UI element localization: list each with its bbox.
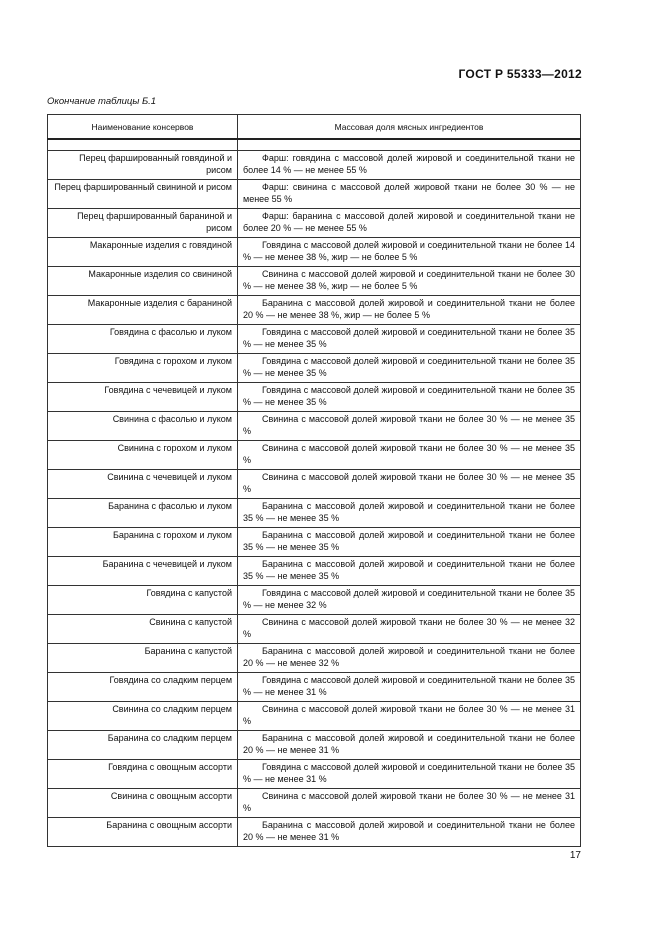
product-name-cell: Свинина с чечевицей и луком [48,470,238,499]
product-name-cell: Говядина с фасолью и луком [48,325,238,354]
meat-share-cell: Говядина с массовой долей жировой и соединительной ткани не более 35 % — не менее 35 % [238,383,581,412]
meat-share-cell: Фарш: свинина с массовой долей жировой ткани не более 30 % — не менее 55 % [238,180,581,209]
meat-share-cell: Баранина с массовой долей жировой и соединительной ткани не более 35 % — не менее 35 % [238,499,581,528]
product-name-cell: Баранина со сладким перцем [48,731,238,760]
meat-share-cell: Свинина с массовой долей жировой ткани не более 30 % — не менее 31 % [238,789,581,818]
meat-content-table [47,114,581,847]
table-row [48,296,581,325]
table-row [48,702,581,731]
meat-share-cell: Свинина с массовой долей жировой ткани не более 30 % — не менее 35 % [238,470,581,499]
product-name-cell: Баранина с чечевицей и луком [48,557,238,586]
table-row [48,267,581,296]
product-name-cell: Баранина с горохом и луком [48,528,238,557]
meat-share-cell: Свинина с массовой долей жировой и соединительной ткани не более 30 % — не менее 38 %, жир — не более 5 % [238,267,581,296]
product-name-cell: Свинина с капустой [48,615,238,644]
table-row [48,731,581,760]
meat-share-cell: Свинина с массовой долей жировой ткани не более 30 % — не менее 35 % [238,441,581,470]
product-name-cell: Баранина с фасолью и луком [48,499,238,528]
table-row [48,151,581,180]
meat-share-cell: Баранина с массовой долей жировой и соединительной ткани не более 20 % — не менее 31 % [238,818,581,847]
meat-share-cell: Баранина с массовой долей жировой и соединительной ткани не более 35 % — не менее 35 % [238,557,581,586]
product-name-cell: Говядина с капустой [48,586,238,615]
page-number: 17 [569,850,581,861]
meat-share-cell: Говядина с массовой долей жировой и соединительной ткани не более 35 % — не менее 31 % [238,673,581,702]
meat-share-cell: Свинина с массовой долей жировой ткани не более 30 % — не менее 32 % [238,615,581,644]
table-row [48,818,581,847]
product-name-cell: Говядина с горохом и луком [48,354,238,383]
product-name-cell: Макаронные изделия с говядиной [48,238,238,267]
table-row [48,470,581,499]
product-name-cell: Говядина с чечевицей и луком [48,383,238,412]
table-caption: Окончание таблицы Б.1 [47,96,157,107]
table-row [48,557,581,586]
meat-share-cell: Говядина с массовой долей жировой и соединительной ткани не более 35 % — не менее 32 % [238,586,581,615]
product-name-cell: Свинина со сладким перцем [48,702,238,731]
meat-share-cell: Говядина с массовой долей жировой и соединительной ткани не более 14 % — не менее 38 %, жир — не более 5 % [238,238,581,267]
meat-share-cell: Говядина с массовой долей жировой и соединительной ткани не более 35 % — не менее 35 % [238,354,581,383]
product-name-cell: Свинина с овощным ассорти [48,789,238,818]
table-row [48,499,581,528]
table-row [48,325,581,354]
column-header-meat-share: Массовая доля мясных ингредиентов [238,115,581,140]
table-row [48,789,581,818]
meat-share-cell: Свинина с массовой долей жировой ткани не более 30 % — не менее 35 % [238,412,581,441]
product-name-cell: Свинина с горохом и луком [48,441,238,470]
meat-share-cell: Говядина с массовой долей жировой и соединительной ткани не более 35 % — не менее 35 % [238,325,581,354]
table-row [48,209,581,238]
product-name-cell: Баранина с капустой [48,644,238,673]
meat-share-cell: Баранина с массовой долей жировой и соединительной ткани не более 20 % — не менее 31 % [238,731,581,760]
table-row [48,412,581,441]
product-name-cell: Макаронные изделия с бараниной [48,296,238,325]
product-name-cell: Баранина с овощным ассорти [48,818,238,847]
table-row [48,441,581,470]
table-row [48,180,581,209]
meat-share-cell: Свинина с массовой долей жировой ткани не более 30 % — не менее 31 % [238,702,581,731]
product-name-cell: Перец фаршированный бараниной и рисом [48,209,238,238]
product-name-cell: Макаронные изделия со свининой [48,267,238,296]
meat-share-cell: Баранина с массовой долей жировой и соединительной ткани не более 20 % — не менее 38 %, жир — не более 5 % [238,296,581,325]
meat-share-cell: Говядина с массовой долей жировой и соединительной ткани не более 35 % — не менее 31 % [238,760,581,789]
product-name-cell: Говядина со сладким перцем [48,673,238,702]
product-name-cell: Перец фаршированный свининой и рисом [48,180,238,209]
product-name-cell: Свинина с фасолью и луком [48,412,238,441]
meat-share-cell: Фарш: говядина с массовой долей жировой и соединительной ткани не более 14 % — не менее 55 % [238,151,581,180]
table-row [48,615,581,644]
product-name-cell: Говядина с овощным ассорти [48,760,238,789]
table-row [48,528,581,557]
table-row [48,586,581,615]
table-row [48,383,581,412]
table-row [48,354,581,383]
standard-code: ГОСТ Р 55333—2012 [458,67,582,81]
meat-share-cell: Баранина с массовой долей жировой и соединительной ткани не более 20 % — не менее 32 % [238,644,581,673]
table-row [48,238,581,267]
table-row [48,644,581,673]
meat-share-cell: Фарш: баранина с массовой долей жировой и соединительной ткани не более 20 % — не менее 55 % [238,209,581,238]
table-row [48,760,581,789]
meat-share-cell: Баранина с массовой долей жировой и соединительной ткани не более 35 % — не менее 35 % [238,528,581,557]
column-header-product: Наименование консервов [48,115,238,140]
spacer-row [48,139,581,151]
product-name-cell: Перец фаршированный говядиной и рисом [48,151,238,180]
table-header-row [48,115,581,140]
table-row [48,673,581,702]
